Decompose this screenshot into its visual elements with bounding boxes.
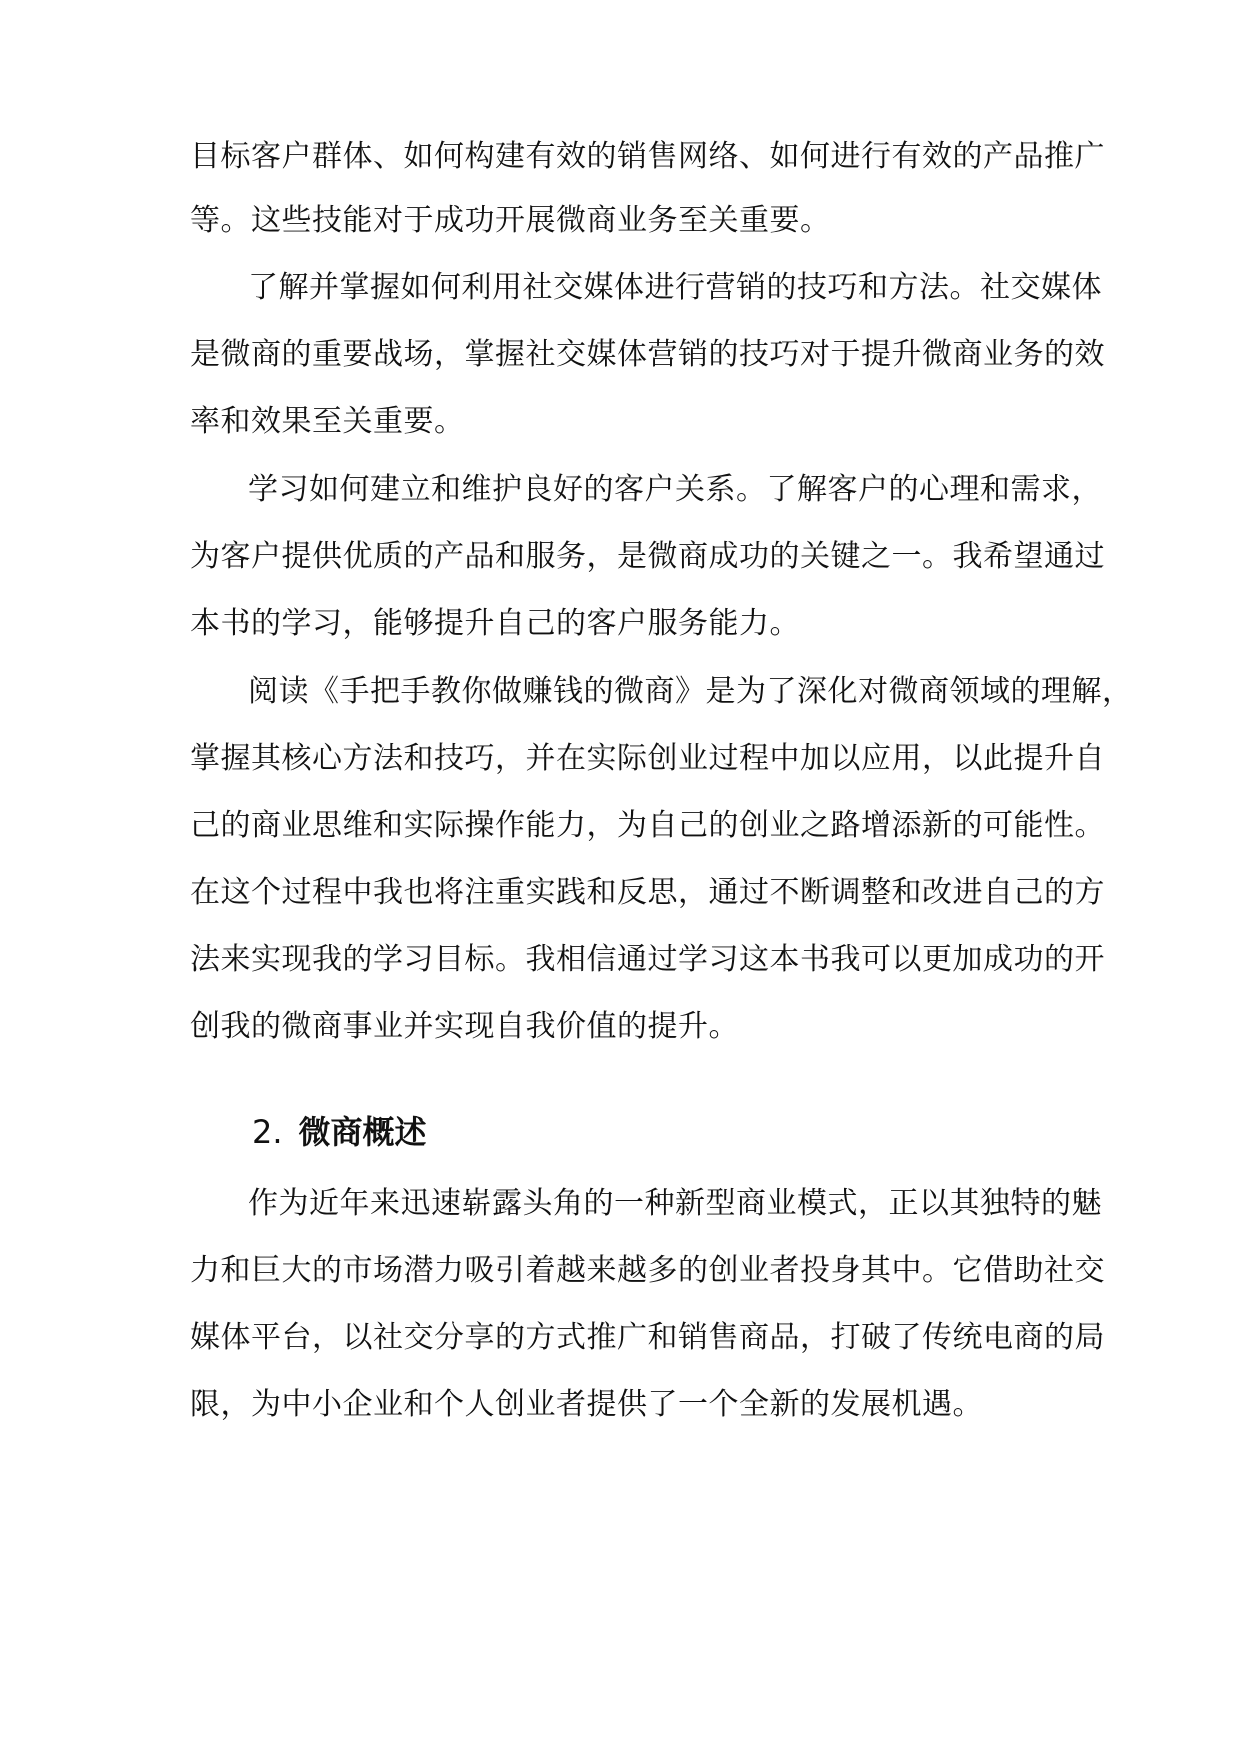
section-title: 微商概述 <box>298 1113 427 1151</box>
paragraph-first-line: 作为近年来迅速崭露头角的一种新型商业模式，正以其独特的魅 <box>248 1186 1102 1221</box>
body-text-line: 媒体平台，以社交分享的方式推广和销售商品，打破了传统电商的局 <box>190 1320 1105 1355</box>
body-text-line: 为客户提供优质的产品和服务，是微商成功的关键之一。我希望通过 <box>190 539 1105 574</box>
body-text-line: 己的商业思维和实际操作能力，为自己的创业之路增添新的可能性。 <box>190 808 1105 843</box>
body-text-line: 本书的学习，能够提升自己的客户服务能力。 <box>190 606 800 641</box>
body-text-line: 目标客户群体、如何构建有效的销售网络、如何进行有效的产品推广 <box>190 139 1105 174</box>
body-text-line: 限，为中小企业和个人创业者提供了一个全新的发展机遇。 <box>190 1387 983 1422</box>
section-heading <box>252 1112 427 1152</box>
body-text-line: 法来实现我的学习目标。我相信通过学习这本书我可以更加成功的开 <box>190 942 1105 977</box>
body-text-line: 等。这些技能对于成功开展微商业务至关重要。 <box>190 203 831 238</box>
paragraph-first-line: 学习如何建立和维护良好的客户关系。了解客户的心理和需求， <box>248 472 1102 507</box>
body-text-line: 是微商的重要战场，掌握社交媒体营销的技巧对于提升微商业务的效 <box>190 337 1105 372</box>
body-text-line: 率和效果至关重要。 <box>190 404 465 439</box>
section-number: 2. <box>252 1113 283 1151</box>
body-text-line: 创我的微商事业并实现自我价值的提升。 <box>190 1009 739 1044</box>
paragraph-first-line: 阅读《手把手教你做赚钱的微商》是为了深化对微商领域的理解， <box>248 674 1133 709</box>
body-text-line: 掌握其核心方法和技巧，并在实际创业过程中加以应用，以此提升自 <box>190 741 1105 776</box>
body-text-line: 在这个过程中我也将注重实践和反思，通过不断调整和改进自己的方 <box>190 875 1105 910</box>
paragraph-first-line: 了解并掌握如何利用社交媒体进行营销的技巧和方法。社交媒体 <box>248 270 1102 305</box>
body-text-line: 力和巨大的市场潜力吸引着越来越多的创业者投身其中。它借助社交 <box>190 1253 1105 1288</box>
